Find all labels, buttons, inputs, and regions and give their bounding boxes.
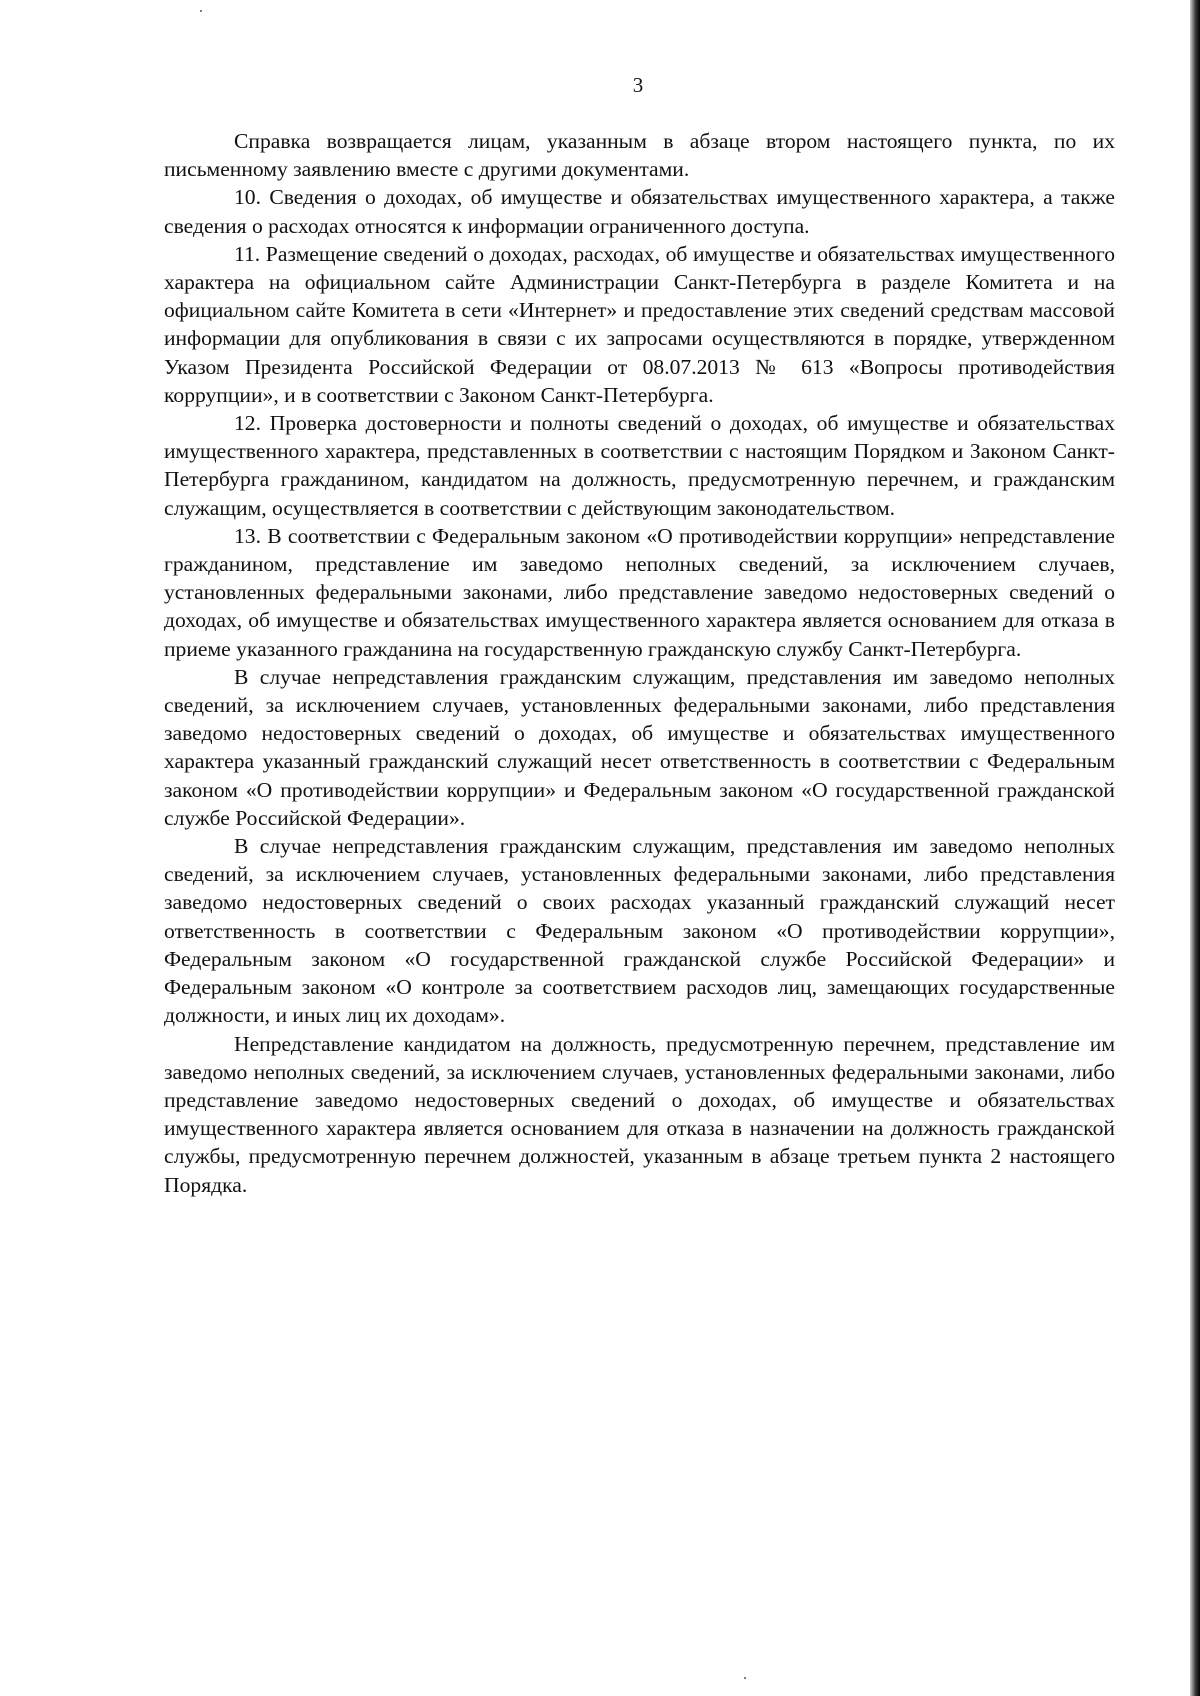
paragraph-liability-income: В случае непредставления гражданским служащим, представления им заведомо неполных сведений, за исключением случаев, установленных федеральными законами, либо представления заведомо недостоверных сведений о доходах, об имуществе и обязательствах имущественного характера указанный гражданский служащий несет ответственность в соответствии с Федеральным законом «О противодействии коррупции» и Федеральным законом «О государственной гражданской службе Российской Федерации». — [164, 664, 1115, 830]
paragraph-liability-expenses: В случае непредставления гражданским служащим, представления им заведомо неполных сведений, за исключением случаев, установленных федеральными законами, либо представления заведомо недостоверных сведений о своих расходах указанный гражданский служащий несет ответственность в соответствии с Федеральным законом «О противодействии коррупции», Федеральным законом «О государственной гражданской службе Российской Федерации» и Федеральным законом «О контроле за соответствием расходов лиц, замещающих государственные должности, и иных лиц их доходам». — [164, 834, 1115, 1028]
paragraph-13-refusal-of-admission: 13. В соответствии с Федеральным законом «О противодействии коррупции» непредставление гражданином, представление им заведомо неполных сведений, за исключением случаев, установленных федеральными законами, либо представление заведомо недостоверных сведений о доходах, об имуществе и обязательствах имущественного характера является основанием для отказа в приеме указанного гражданина на государственную гражданскую службу Санкт-Петербурга. — [164, 523, 1115, 661]
paragraph-certificate-return: Справка возвращается лицам, указанным в абзаце втором настоящего пункта, по их письменному заявлению вместе с другими документами. — [164, 129, 1115, 182]
document-body — [164, 127, 1115, 1199]
scan-speck — [200, 10, 202, 12]
scan-speck — [744, 1677, 746, 1679]
paragraph-10-restricted-information: 10. Сведения о доходах, об имуществе и обязательствах имущественного характера, а также сведения о расходах относятся к информации ограниченного доступа. — [164, 185, 1115, 238]
page-number: 3 — [632, 73, 644, 97]
scan-edge-shadow — [1190, 0, 1200, 1696]
paragraph-11-publication: 11. Размещение сведений о доходах, расходах, об имуществе и обязательствах имущественного характера на официальном сайте Администрации Санкт-Петербурга в разделе Комитета и на официальном сайте Комитета в сети «Интернет» и предоставление этих сведений средствам массовой информации для опубликования в связи с их запросами осуществляются в порядке, утвержденном Указом Президента Российской Федерации от 08.07.2013 № 613 «Вопросы противодействия коррупции», и в соответствии с Законом Санкт-Петербурга. — [164, 241, 1115, 407]
paragraph-12-verification: 12. Проверка достоверности и полноты сведений о доходах, об имуществе и обязательствах имущественного характера, представленных в соответствии с настоящим Порядком и Законом Санкт-Петербурга гражданином, кандидатом на должность, предусмотренную перечнем, и гражданским служащим, осуществляется в соответствии с действующим законодательством. — [164, 411, 1115, 520]
paragraph-candidate-refusal: Непредставление кандидатом на должность, предусмотренную перечнем, представление им заведомо неполных сведений, за исключением случаев, установленных федеральными законами, либо представление заведомо недостоверных сведений о доходах, об имуществе и обязательствах имущественного характера является основанием для отказа в назначении на должность гражданской службы, предусмотренную перечнем должностей, указанным в абзаце третьем пункта 2 настоящего Порядка. — [164, 1031, 1115, 1197]
